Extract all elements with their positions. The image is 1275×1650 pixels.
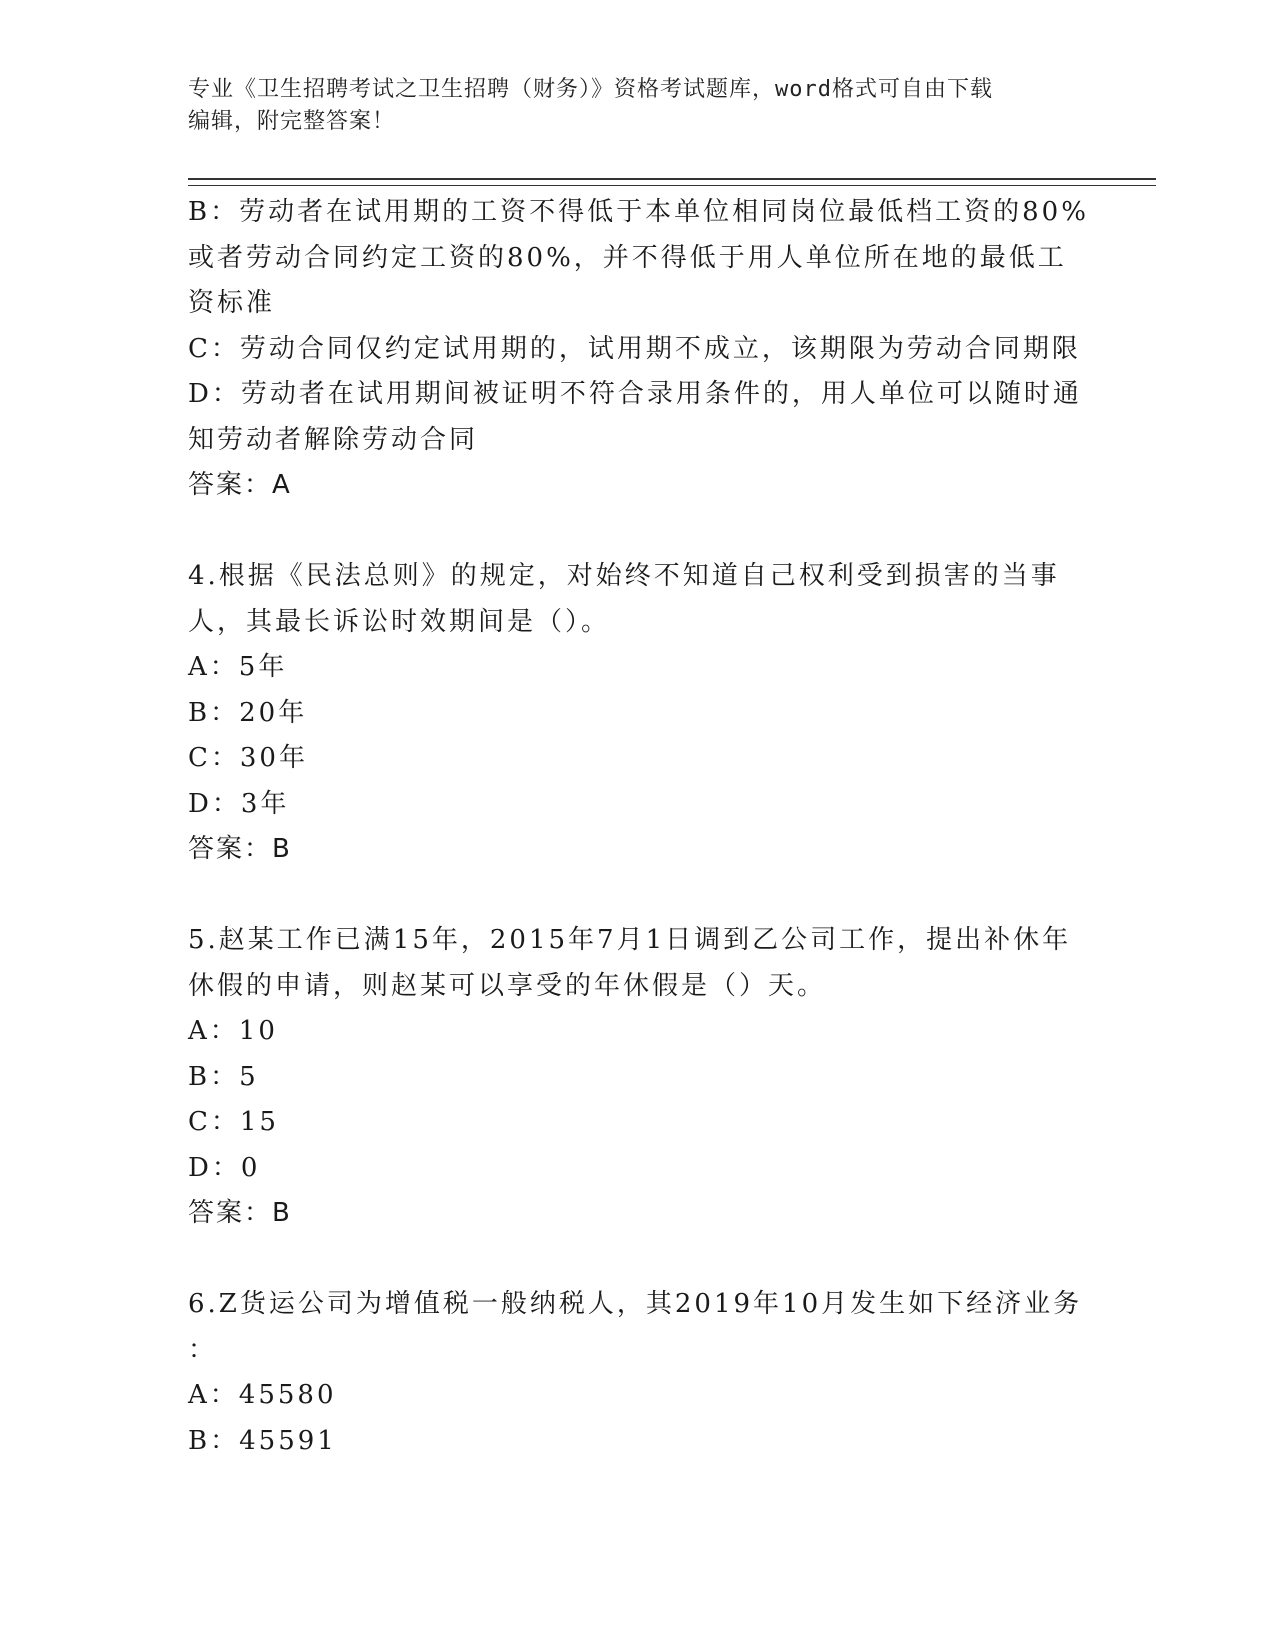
header-line-1: 专业《卫生招聘考试之卫生招聘（财务）》资格考试题库，word格式可自由下载 — [188, 77, 993, 102]
q6-option-b: B：45591 — [188, 1425, 337, 1456]
q3-option-b-line-2: 或者劳动合同约定工资的80%，并不得低于用人单位所在地的最低工 — [188, 242, 1067, 273]
q4-option-c: C：30年 — [188, 743, 308, 773]
q4-stem-line-1: 4.根据《民法总则》的规定，对始终不知道自己权利受到损害的当事 — [188, 561, 1060, 591]
q6-stem-line-2: ： — [188, 1334, 218, 1365]
q3-option-b-line-3: 资标准 — [188, 288, 276, 318]
header-divider — [188, 178, 1156, 186]
q6-option-a: A：45580 — [188, 1380, 337, 1410]
spacer — [188, 873, 1088, 919]
q3-option-d-line-2: 知劳动者解除劳动合同 — [188, 424, 479, 455]
q4-option-a: A：5年 — [188, 652, 288, 682]
q5-stem-line-1: 5.赵某工作已满15年，2015年7月1日调到乙公司工作，提出补休年 — [188, 925, 1072, 955]
header-line-2: 编辑，附完整答案！ — [188, 109, 396, 134]
q4-option-b: B：20年 — [188, 697, 308, 728]
q5-answer: 答案：B — [188, 1198, 292, 1228]
q3-option-b-line-1: B：劳动者在试用期的工资不得低于本单位相同岗位最低档工资的80% — [188, 197, 1089, 227]
q4-stem-line-2: 人，其最长诉讼时效期间是（）。 — [188, 606, 611, 637]
question-6 — [188, 1282, 1088, 1464]
q4-answer: 答案：B — [188, 834, 292, 864]
q5-option-c: C：15 — [188, 1107, 279, 1137]
spacer — [188, 1237, 1088, 1283]
q5-stem-line-2: 休假的申请，则赵某可以享受的年休假是（）天。 — [188, 970, 827, 1001]
question-4 — [188, 554, 1088, 873]
document-header — [188, 74, 1088, 138]
q5-option-b: B：5 — [188, 1061, 259, 1092]
q5-option-a: A：10 — [188, 1016, 278, 1046]
question-5 — [188, 918, 1088, 1237]
q4-option-d: D：3年 — [188, 788, 290, 819]
spacer — [188, 509, 1088, 555]
q5-option-d: D：0 — [188, 1152, 261, 1183]
q6-stem-line-1: 6.Z货运公司为增值税一般纳税人，其2019年10月发生如下经济业务 — [188, 1289, 1083, 1319]
q3-option-c: C：劳动合同仅约定试用期的，试用期不成立，该期限为劳动合同期限 — [188, 333, 1081, 364]
question-list — [188, 190, 1088, 1464]
question-3 — [188, 190, 1088, 509]
q3-option-d-line-1: D：劳动者在试用期间被证明不符合录用条件的，用人单位可以随时通 — [188, 379, 1082, 409]
q3-answer: 答案：A — [188, 470, 292, 500]
